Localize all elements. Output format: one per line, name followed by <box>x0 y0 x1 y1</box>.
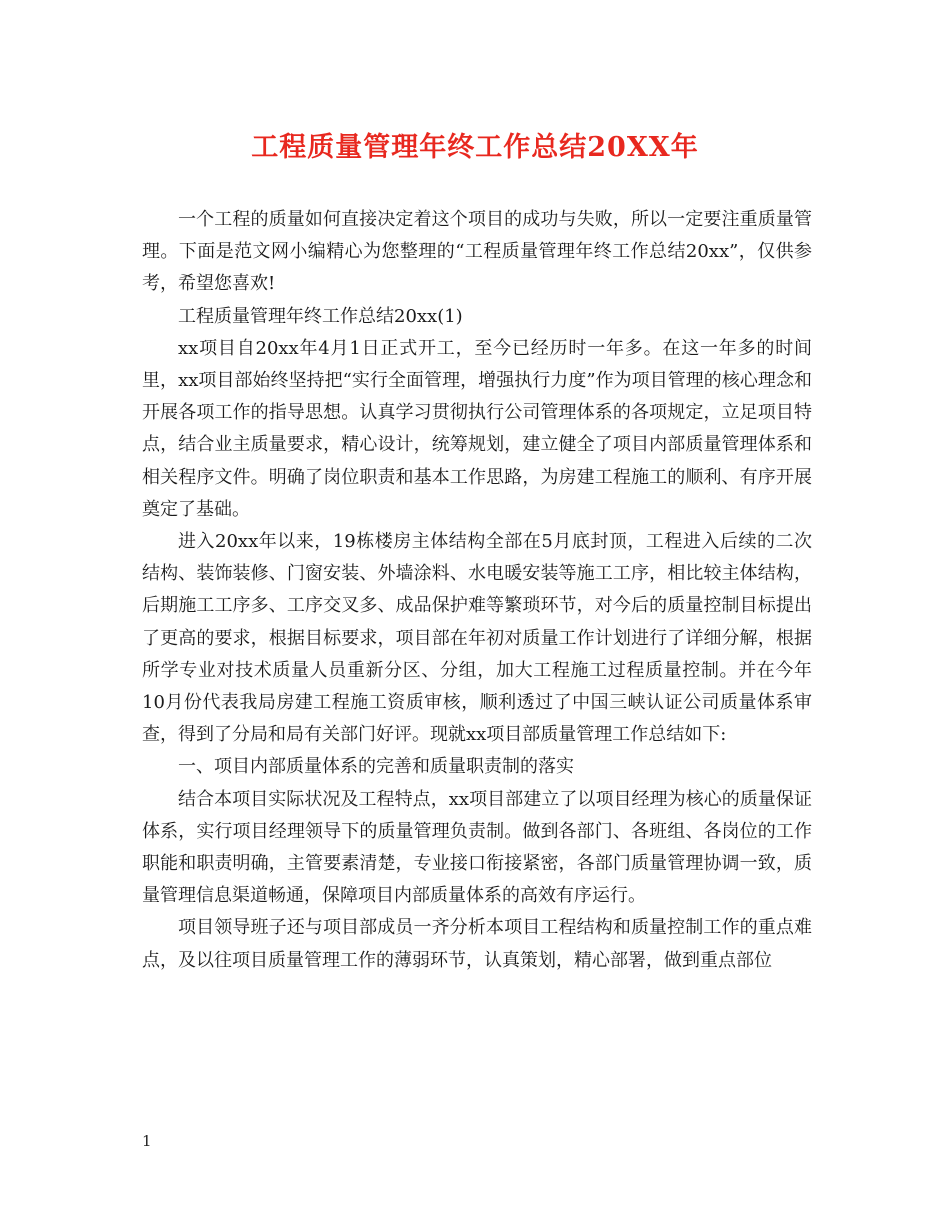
paragraph: 结合本项目实际状况及工程特点，xx项目部建立了以项目经理为核心的质量保证体系，实行项目经理领导下的质量管理负责制。做到各部门、各班组、各岗位的工作职能和职责明确，主管要素清楚，专业接口衔接紧密，各部门质量管理协调一致，质量管理信息渠道畅通，保障项目内部质量体系的高效有序运行。 <box>142 788 812 907</box>
paragraph: 项目领导班子还与项目部成员一齐分析本项目工程结构和质量控制工作的重点难点，及以往项目质量管理工作的薄弱环节，认真策划，精心部署，做到重点部位 <box>142 917 812 971</box>
section-heading: 一、项目内部质量体系的完善和质量职责制的落实 <box>178 756 574 778</box>
paragraph: 进入20xx年以来，19栋楼房主体结构全部在5月底封顶，工程进入后续的二次结构、装饰装修、门窗安装、外墙涂料、水电暖安装等施工工序，相比较主体结构，后期施工工序多、工序交叉多、成品保护难等繁琐环节，对今后的质量控制目标提出了更高的要求，根据目标要求，项目部在年初对质量工作计划进行了详细分解，根据所学专业对技术质量人员重新分区、分组，加大工程施工过程质量控制。并在今年10月份代表我局房建工程施工资质审核，顺利透过了中国三峡认证公司质量体系审查，得到了分局和局有关部门好评。现就xx项目部质量管理工作总结如下: <box>142 531 812 746</box>
document-title: 工程质量管理年终工作总结20XX年 <box>251 132 699 163</box>
paragraph: xx项目自20xx年4月1日正式开工，至今已经历时一年多。在这一年多的时间里，xx项目部始终坚持把“实行全面管理，增强执行力度”作为项目管理的核心理念和开展各项工作的指导思想。认真学习贯彻执行公司管理体系的各项规定，立足项目特点，结合业主质量要求，精心设计，统筹规划，建立健全了项目内部质量管理体系和相关程序文件。明确了岗位职责和基本工作思路，为房建工程施工的顺利、有序开展奠定了基础。 <box>142 337 812 520</box>
document-body <box>142 204 812 977</box>
page-number: 1 <box>142 1132 152 1150</box>
paragraph-intro: 一个工程的质量如何直接决定着这个项目的成功与失败，所以一定要注重质量管理。下面是范文网小编精心为您整理的“工程质量管理年终工作总结20xx”，仅供参考，希望您喜欢! <box>142 209 812 295</box>
section-heading: 工程质量管理年终工作总结20xx(1) <box>178 305 463 327</box>
